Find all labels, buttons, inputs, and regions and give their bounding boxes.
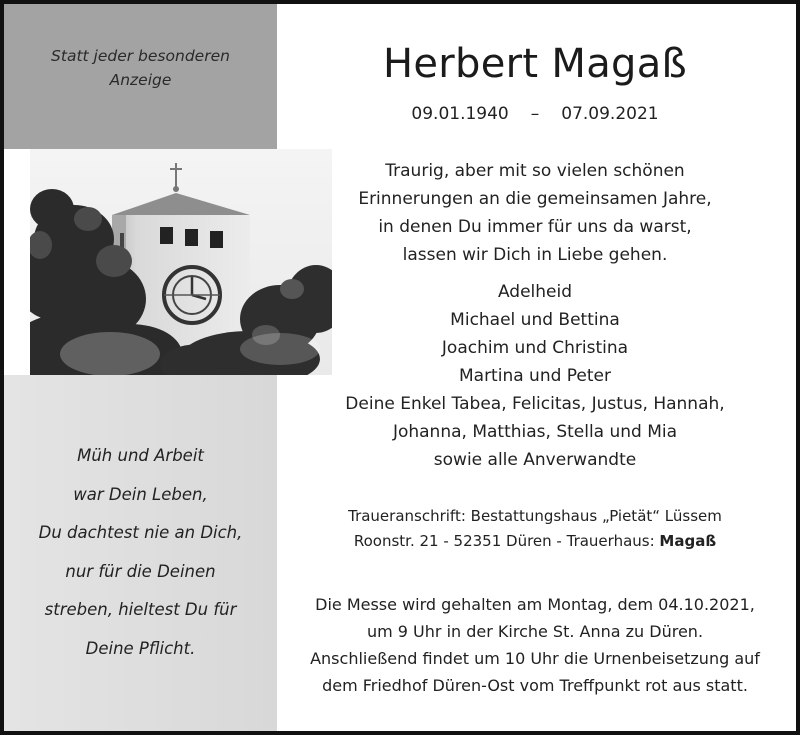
family-line: Johanna, Matthias, Stella und Mia xyxy=(392,422,678,442)
service-line: um 9 Uhr in der Kirche St. Anna zu Düren. xyxy=(366,622,704,641)
mourning-verse xyxy=(300,157,770,269)
family-line: Deine Enkel Tabea, Felicitas, Justus, Hannah, xyxy=(345,394,725,414)
service-info xyxy=(300,591,770,699)
family-line: Joachim und Christina xyxy=(441,338,629,358)
poem-line: Deine Pflicht. xyxy=(85,638,196,658)
poem-line: Du dachtest nie an Dich, xyxy=(38,523,243,542)
poem-line: Müh und Arbeit xyxy=(77,446,204,465)
service-line: Die Messe wird gehalten am Montag, dem 04.10.2021, xyxy=(315,595,755,614)
family-line: Michael und Bettina xyxy=(450,310,620,330)
life-dates xyxy=(300,100,770,128)
address-street: Roonstr. 21 - 52351 Düren - Trauerhaus: xyxy=(353,532,655,550)
poem-line: streben, hieltest Du für xyxy=(44,600,237,619)
service-line: Anschließend findet um 10 Uhr die Urnenbeisetzung auf xyxy=(310,649,760,668)
address-line-2 xyxy=(300,529,770,554)
service-line: dem Friedhof Düren-Ost vom Treffpunkt rot aus statt. xyxy=(322,676,748,695)
death-date: 07.09.2021 xyxy=(561,104,659,124)
mourning-address xyxy=(300,504,770,554)
notice-line-1: Statt jeder besonderen xyxy=(51,47,230,65)
address-line-1: Traueranschrift: Bestattungshaus „Pietät“ Lüssem xyxy=(348,507,722,525)
date-separator: – xyxy=(530,104,540,124)
poem-line: war Dein Leben, xyxy=(73,484,208,504)
family-list xyxy=(300,278,770,474)
notice-line-2: Anzeige xyxy=(109,71,172,89)
address-house-name: Magaß xyxy=(659,532,717,550)
notice-label xyxy=(4,44,277,92)
verse-line: in denen Du immer für uns da warst, xyxy=(378,217,692,237)
poem xyxy=(4,437,277,668)
deceased-name: Herbert Magaß xyxy=(383,41,687,87)
verse-line: lassen wir Dich in Liebe gehen. xyxy=(402,245,668,265)
verse-line: Erinnerungen an die gemeinsamen Jahre, xyxy=(358,189,712,209)
poem-line: nur für die Deinen xyxy=(65,561,216,581)
birth-date: 09.01.1940 xyxy=(411,104,509,124)
verse-line: Traurig, aber mit so vielen schönen xyxy=(385,161,685,181)
family-line: sowie alle Anverwandte xyxy=(433,450,637,470)
church-photo xyxy=(30,149,332,375)
family-line: Martina und Peter xyxy=(458,366,612,386)
church-tower-image xyxy=(30,149,332,375)
family-line: Adelheid xyxy=(497,282,573,302)
